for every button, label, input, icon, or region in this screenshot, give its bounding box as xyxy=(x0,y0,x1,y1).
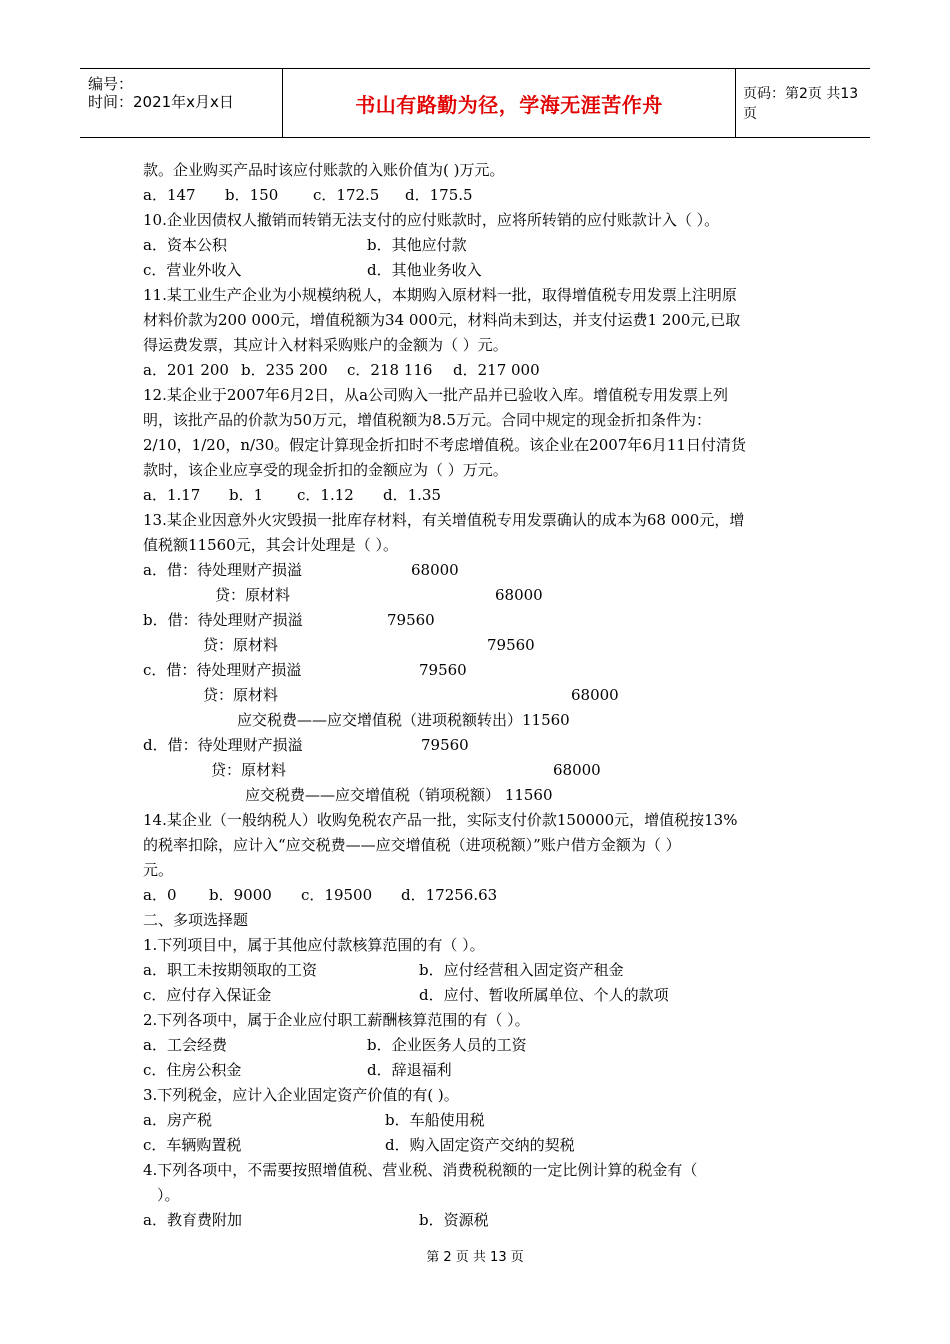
text-segment: 材料价款为200 000元，增值税额为34 000元，材料尚未到达，并支付运费1 200元,已取 xyxy=(143,311,741,329)
header-motto: 书山有路勤为径，学海无涯苦作舟 xyxy=(355,92,663,117)
text-line xyxy=(143,583,813,608)
text-segment: 79560 xyxy=(487,636,535,654)
document-body xyxy=(143,158,813,1233)
header-motto-cell xyxy=(282,69,736,137)
text-line xyxy=(143,208,813,233)
text-line xyxy=(143,1158,813,1183)
text-segment: 68000 xyxy=(571,686,619,704)
text-segment: b．9000 xyxy=(209,886,272,904)
text-line xyxy=(143,333,813,358)
text-segment: d．借：待处理财产损溢 xyxy=(143,736,303,754)
text-segment: 79560 xyxy=(421,736,469,754)
text-segment: a．147 xyxy=(143,186,196,204)
text-line xyxy=(143,933,813,958)
text-segment: b．资源税 xyxy=(419,1211,489,1229)
text-line xyxy=(143,833,813,858)
text-line xyxy=(143,258,813,283)
text-line xyxy=(143,458,813,483)
text-segment: c．住房公积金 xyxy=(143,1061,242,1079)
text-line xyxy=(143,733,813,758)
text-segment: a．资本公积 xyxy=(143,236,227,254)
text-line xyxy=(143,658,813,683)
text-line xyxy=(143,158,813,183)
text-segment: c．应付存入保证金 xyxy=(143,986,272,1004)
text-line xyxy=(143,1208,813,1233)
text-line xyxy=(143,233,813,258)
text-line xyxy=(143,508,813,533)
text-line xyxy=(143,633,813,658)
text-segment: b．1 xyxy=(229,486,264,504)
text-segment: a．借：待处理财产损溢 xyxy=(143,561,302,579)
text-segment: 贷：原材料 xyxy=(211,761,287,779)
text-line xyxy=(143,408,813,433)
text-segment: 贷：原材料 xyxy=(203,636,279,654)
text-segment: c．借：待处理财产损溢 xyxy=(143,661,302,679)
text-segment: b．企业医务人员的工资 xyxy=(367,1036,527,1054)
text-segment: 2.下列各项中，属于企业应付职工薪酬核算范围的有（ ）。 xyxy=(143,1011,530,1029)
text-segment: 应交税费——应交增值税（进项税额转出）11560 xyxy=(237,711,570,729)
text-segment: b．车船使用税 xyxy=(385,1111,485,1129)
text-segment: b．150 xyxy=(225,186,279,204)
text-segment: a．1.17 xyxy=(143,486,201,504)
header-page-number: 页码：第2页 共13页 xyxy=(743,86,859,122)
text-line xyxy=(143,533,813,558)
text-segment: 68000 xyxy=(411,561,459,579)
text-line xyxy=(143,1033,813,1058)
text-line xyxy=(143,1183,813,1208)
text-segment: 值税额11560元，其会计处理是（ ）。 xyxy=(143,536,398,554)
text-segment: d．购入固定资产交纳的契税 xyxy=(385,1136,575,1154)
date-label: 时间：2021年x月x日 xyxy=(88,93,234,111)
page-header xyxy=(80,68,870,138)
text-line xyxy=(143,183,813,208)
text-segment: 68000 xyxy=(495,586,543,604)
text-segment: 13.某企业因意外火灾毁损一批库存材料，有关增值税专用发票确认的成本为68 000元，增 xyxy=(143,511,745,529)
text-line xyxy=(143,308,813,333)
text-line xyxy=(143,958,813,983)
text-segment: c．172.5 xyxy=(313,186,380,204)
text-line xyxy=(143,1133,813,1158)
text-segment: a．201 200 xyxy=(143,361,229,379)
page-footer: 第 2 页 共 13 页 xyxy=(426,1250,524,1265)
text-line xyxy=(143,383,813,408)
text-segment: 68000 xyxy=(553,761,601,779)
text-segment: d．辞退福利 xyxy=(367,1061,452,1079)
text-segment: 4.下列各项中，不需要按照增值税、营业税、消费税税额的一定比例计算的税金有（ xyxy=(143,1161,698,1179)
text-segment: 元。 xyxy=(143,861,174,879)
text-segment: 14.某企业（一般纳税人）收购免税农产品一批，实际支付价款150000元，增值税按13% xyxy=(143,811,738,829)
text-segment: 79560 xyxy=(419,661,467,679)
text-line xyxy=(143,808,813,833)
text-segment: 12.某企业于2007年6月2日，从a公司购入一批产品并已验收入库。增值税专用发票上列 xyxy=(143,386,729,404)
text-line xyxy=(143,908,813,933)
text-segment: c．营业外收入 xyxy=(143,261,242,279)
text-segment: 1.下列项目中，属于其他应付款核算范围的有（ ）。 xyxy=(143,936,485,954)
text-segment: d．217 000 xyxy=(453,361,540,379)
text-line xyxy=(143,608,813,633)
header-page-cell xyxy=(735,69,870,137)
text-segment: 3.下列税金，应计入企业固定资产价值的有( )。 xyxy=(143,1086,459,1104)
text-line xyxy=(143,358,813,383)
text-line xyxy=(143,983,813,1008)
text-segment: d．1.35 xyxy=(383,486,442,504)
text-segment: 二、多项选择题 xyxy=(143,911,249,929)
text-segment: c．1.12 xyxy=(297,486,354,504)
text-segment: 11.某工业生产企业为小规模纳税人，本期购入原材料一批，取得增值税专用发票上注明原 xyxy=(143,286,737,304)
text-line xyxy=(143,1008,813,1033)
text-segment: a．教育费附加 xyxy=(143,1211,242,1229)
text-line xyxy=(143,283,813,308)
text-segment: ）。 xyxy=(157,1186,180,1204)
text-line xyxy=(143,1108,813,1133)
text-segment: 明，该批产品的价款为50万元，增值税额为8.5万元。合同中规定的现金折扣条件为： xyxy=(143,411,711,429)
text-segment: a．房产税 xyxy=(143,1111,212,1129)
text-segment: 10.企业因债权人撤销而转销无法支付的应付账款时，应将所转销的应付账款计入（ ）。 xyxy=(143,211,720,229)
text-segment: a．工会经费 xyxy=(143,1036,227,1054)
text-segment: c．车辆购置税 xyxy=(143,1136,242,1154)
text-segment: 79560 xyxy=(387,611,435,629)
text-segment: d．17256.63 xyxy=(401,886,498,904)
text-segment: c．19500 xyxy=(301,886,373,904)
text-segment: b．235 200 xyxy=(241,361,328,379)
text-segment: c．218 116 xyxy=(347,361,433,379)
text-line xyxy=(143,858,813,883)
text-line xyxy=(143,758,813,783)
text-segment: d．其他业务收入 xyxy=(367,261,482,279)
text-line xyxy=(143,783,813,808)
text-segment: a．0 xyxy=(143,886,177,904)
text-line xyxy=(143,883,813,908)
text-segment: d．175.5 xyxy=(405,186,473,204)
text-line xyxy=(143,483,813,508)
text-segment: 的税率扣除，应计入“应交税费——应交增值税（进项税额）”账户借方金额为（ ） xyxy=(143,836,681,854)
text-segment: d．应付、暂收所属单位、个人的款项 xyxy=(419,986,669,1004)
text-line xyxy=(143,683,813,708)
text-segment: 款。企业购买产品时该应付账款的入账价值为( )万元。 xyxy=(143,161,505,179)
text-segment: 款时，该企业应享受的现金折扣的金额应为（ ）万元。 xyxy=(143,461,508,479)
header-meta xyxy=(80,69,282,137)
text-segment: b．应付经营租入固定资产租金 xyxy=(419,961,624,979)
serial-number-label: 编号： xyxy=(88,75,134,93)
text-segment: a．职工未按期领取的工资 xyxy=(143,961,317,979)
text-line xyxy=(143,433,813,458)
text-line xyxy=(143,1083,813,1108)
text-segment: b．其他应付款 xyxy=(367,236,467,254)
text-line xyxy=(143,1058,813,1083)
text-line xyxy=(143,708,813,733)
text-segment: 贷：原材料 xyxy=(203,686,279,704)
text-line xyxy=(143,558,813,583)
text-segment: 贷：原材料 xyxy=(215,586,291,604)
text-segment: 2/10，1/20，n/30。假定计算现金折扣时不考虑增值税。该企业在2007年6月11日付清货 xyxy=(143,436,746,454)
text-segment: b．借：待处理财产损溢 xyxy=(143,611,303,629)
text-segment: 应交税费——应交增值税（销项税额） 11560 xyxy=(245,786,553,804)
text-segment: 得运费发票，其应计入材料采购账户的金额为（ ）元。 xyxy=(143,336,508,354)
